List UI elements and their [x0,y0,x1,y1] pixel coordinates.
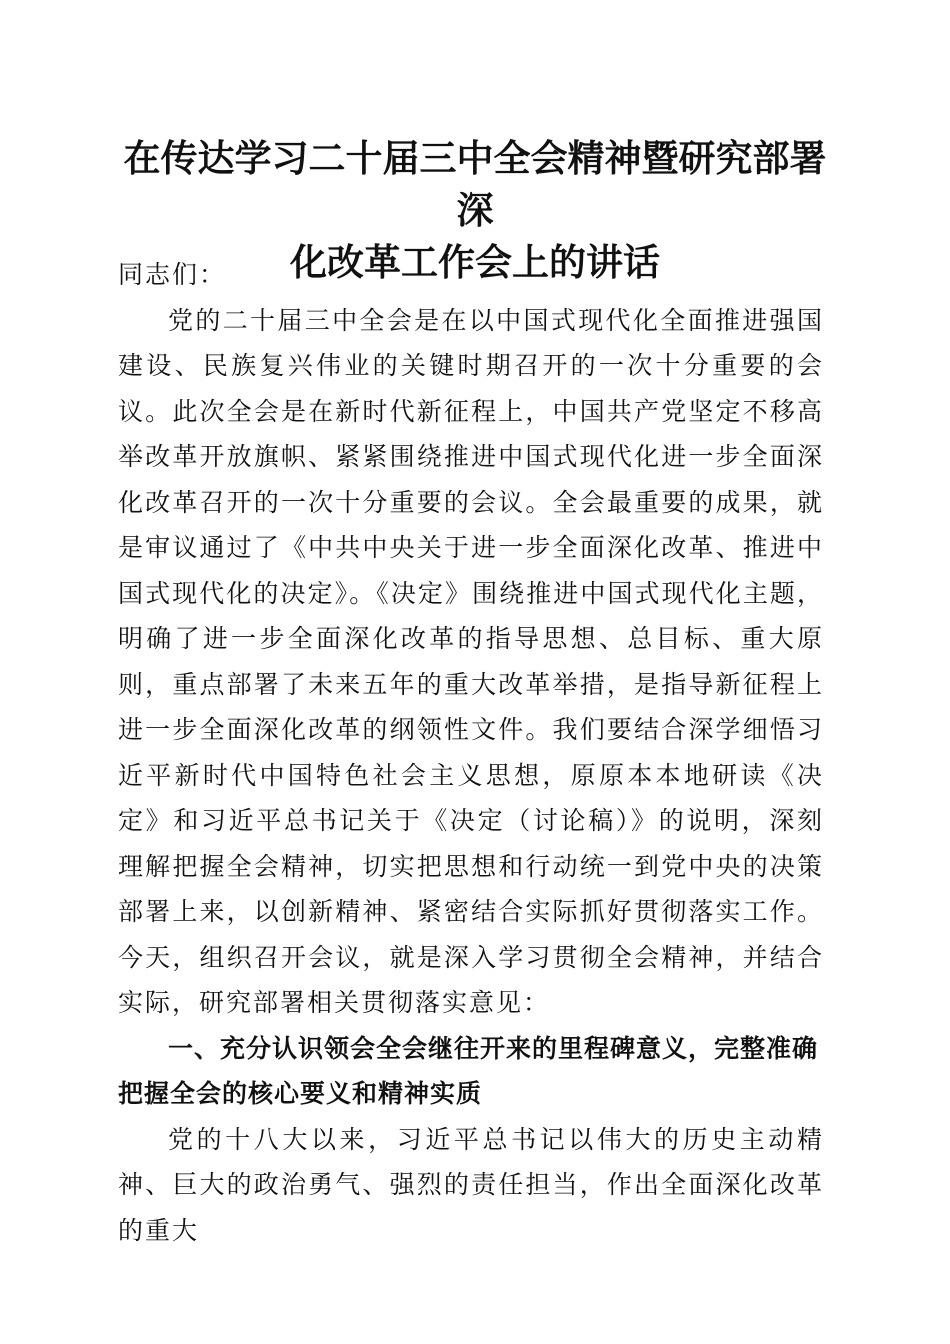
document-body [118,252,824,1253]
section-heading-1: 一、充分认识领会全会继往开来的里程碑意义，完整准确把握全会的核心要义和精神实质 [118,1033,819,1108]
title-line-2: 化改革工作会上的讲话 [290,240,660,284]
paragraph-intro: 党的二十届三中全会是在以中国式现代化全面推进强国建设、民族复兴伟业的关键时期召开的一次十分重要的会议。此次全会是在新时代新征程上，中国共产党坚定不移高举改革开放旗帜、紧紧围绕推进中国式现代化进一步全面深化改革召开的一次十分重要的会议。全会最重要的成果，就是审议通过了《中共中央关于进一步全面深化改革、推进中国式现代化的决定》。《决定》围绕推进中国式现代化主题，明确了进一步全面深化改革的指导思想、总目标、重大原则，重点部署了未来五年的重大改革举措，是指导新征程上进一步全面深化改革的纲领性文件。我们要结合深学细悟习近平新时代中国特色社会主义思想，原原本本地研读《决定》和习近平总书记关于《决定（讨论稿）》的说明，深刻理解把握全会精神，切实把思想和行动统一到党中央的决策部署上来，以创新精神、紧密结合实际抓好贯彻落实工作。今天，组织召开会议，就是深入学习贯彻全会精神，并结合实际，研究部署相关贯彻落实意见： [118,305,824,1017]
title-line-1: 在传达学习二十届三中全会精神暨研究部署深 [123,136,827,232]
paragraph-section-1: 党的十八大以来，习近平总书记以伟大的历史主动精神、巨大的政治勇气、强烈的责任担当，作出全面深化改革的重大 [118,1124,824,1245]
salutation: 同志们： [118,260,227,289]
